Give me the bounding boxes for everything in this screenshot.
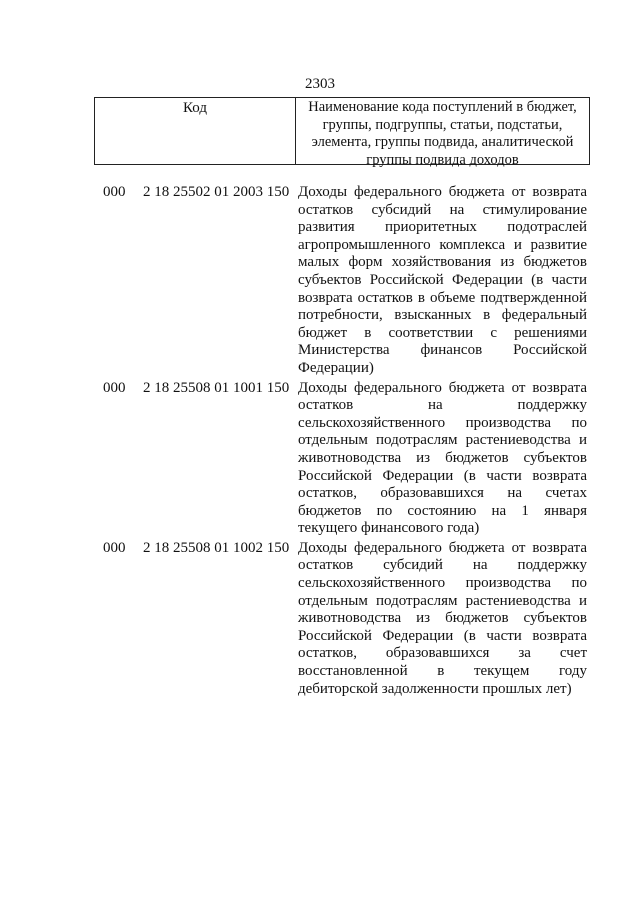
header-table — [94, 97, 590, 168]
admin-code: 000 — [103, 184, 126, 200]
revenue-description: Доходы федерального бюджета от возврата остатков субсидий на поддержку сельскохозяйственного производства по отдельным подотраслям растениеводства и животноводства из бюджетов субъектов Российской Федерации (в части возврата остатков, образовавшихся за счет восстановленной в текущем году дебиторской задолженности прошлых лет) — [298, 539, 587, 697]
header-name-cell: Наименование кода поступлений в бюджет, группы, подгруппы, статьи, подстатьи, элемента, группы подвида, аналитической группы подвида доходов — [308, 99, 577, 168]
revenue-description: Доходы федерального бюджета от возврата остатков субсидий на стимулирование развития приоритетных подотраслей агропромышленного комплекса и развитие малых форм хозяйствования из бюджетов субъектов Российской Федерации (в части возврата остатков в объеме подтвержденной потребности, взысканных в федеральный бюджет в соответствии с решениями Министерства финансов Российской Федерации) — [298, 184, 587, 376]
entry-row — [0, 540, 640, 698]
header-code-cell: Код — [95, 98, 296, 164]
revenue-code: 2 18 25508 01 1002 150 — [143, 539, 290, 556]
entry-row — [0, 380, 640, 538]
revenue-description: Доходы федерального бюджета от возврата остатков на поддержку сельскохозяйственного производства по отдельным подотраслям растениеводства и животноводства из бюджетов субъектов Российской Федерации (в части возврата остатков, образовавшихся на счетах бюджетов по состоянию на 1 января текущего финансового года) — [298, 379, 587, 537]
admin-code: 000 — [103, 539, 126, 556]
admin-code: 000 — [103, 379, 126, 396]
entry-row — [0, 184, 640, 378]
page-number: 2303 — [305, 76, 335, 92]
entries-list — [0, 184, 640, 700]
revenue-code: 2 18 25508 01 1001 150 — [143, 379, 290, 396]
revenue-code: 2 18 25502 01 2003 150 — [143, 184, 290, 200]
